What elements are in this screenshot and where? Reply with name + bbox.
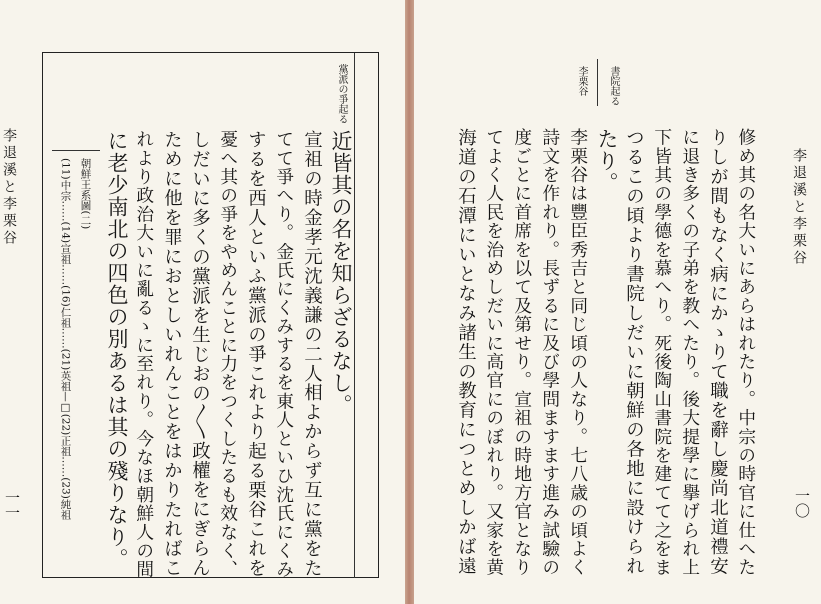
body-column: りしが間もなく病にかゝりて職を辭し慶尚北道禮安 [707,128,729,576]
page-number: 一一 [3,490,21,520]
body-column: 修め其の名大いにあらはれたり。中宗の時官に仕へた [735,128,756,577]
body-column: 李栗谷は豐臣秀吉と同じ頃の人なり。七八歳の頃よく [567,128,588,577]
body-column: しだいに多くの黨派を生じおの〳〵政權をにぎらん [189,130,211,578]
body-column: つるこの頃より書院しだいに朝鮮の各地に設けられ [623,128,645,576]
body-column: に退き多くの子弟を教へたり。後大提學に擧げられ上 [679,128,700,577]
body-column: 度ごとに首席を以て及第せり。宣祖の時地方官となり [511,128,532,577]
body-column: 下皆其の學德を慕へり。死後陶山書院を建てて之をま [651,128,672,577]
page-number: 一〇 [793,488,811,518]
book-spine [405,0,414,604]
body-column: ために他を罪におとしいれんことをはかりたればこ [161,130,183,578]
body-column: てよく人民を治めしだいに高官にのぼれり。又家を黄 [483,128,504,577]
body-column: 近皆其の名を知らざるなし。 [329,130,353,416]
body-column: 宣祖の時金孝元沈義謙の二人相よからず互に黨をた [301,130,323,578]
body-column: するを西人といふ黨派の爭これより起る栗谷これを [245,130,267,578]
side-caption: 黨派の爭起る [336,64,347,124]
body-column: 詩文を作れり。長ずるに及び學問ますます進み試驗の [539,128,560,577]
genealogy-rule [52,150,100,151]
body-column: 憂へ其の爭をやめんことに力をつくしたるも效なく、 [217,130,238,579]
body-column: 海道の石潭にいとなみ諸生の教育につとめしかば遠 [455,128,477,576]
body-column: たり。 [595,128,619,194]
genealogy-title: 朝鮮王系圖(二) [79,158,92,230]
side-caption: 李栗谷 [576,66,587,96]
caption-divider [354,53,355,578]
left-page [0,0,405,604]
body-column: に老少南北の四色の別あるは其の殘りなり。 [105,130,129,570]
running-head: 李退溪と李栗谷 [791,148,807,267]
body-column: れより政治大いに亂るゝに至れり。今なほ朝鮮人の間 [133,130,154,579]
body-column: てて爭へり。金氏にくみするを東人といひ沈氏にくみ [273,130,294,579]
side-caption: 書院起る [608,66,619,106]
running-head: 李退溪と李栗谷 [1,128,17,247]
caption-divider [597,59,598,106]
right-page [414,0,821,604]
genealogy-line: (11)中宗……(14)宣祖……(16)仁祖……(21)英祖—□(22)正祖……(23)純祖 [59,158,72,520]
